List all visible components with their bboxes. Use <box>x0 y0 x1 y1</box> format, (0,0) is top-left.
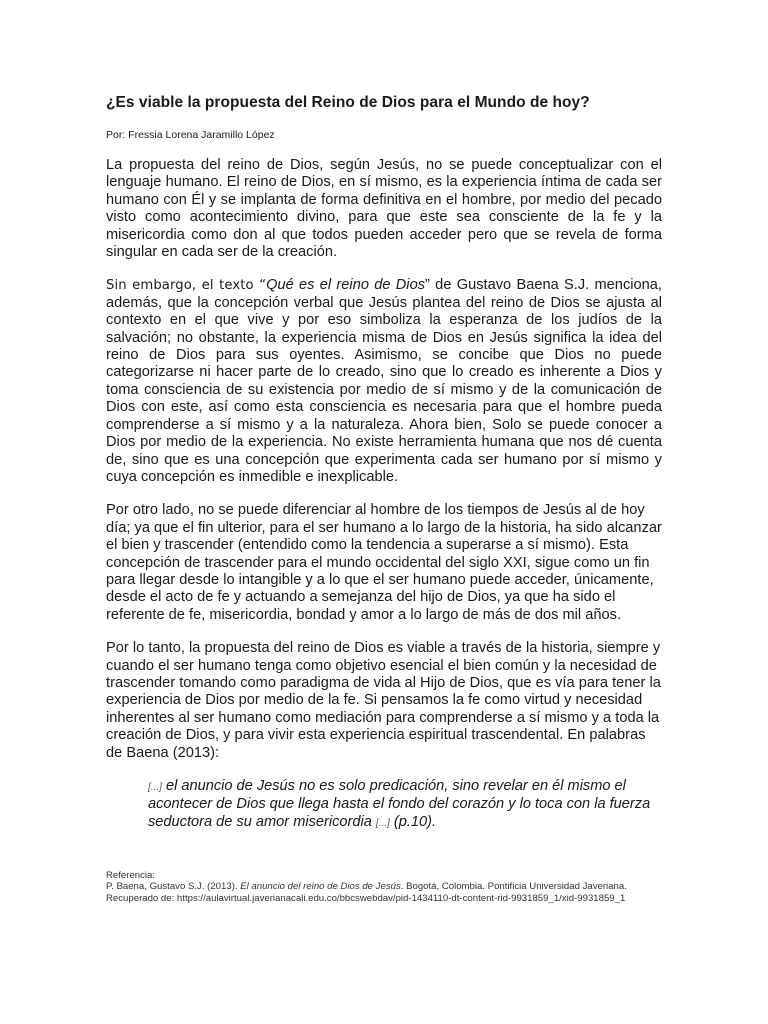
quote-page: (p.10). <box>389 813 437 830</box>
document-title: ¿Es viable la propuesta del Reino de Dios para el Mundo de hoy? <box>106 94 590 111</box>
reference-book-title: El anuncio del reino de Dios de Jesús <box>240 881 401 893</box>
cited-book-title: Qué es el reino de Dios <box>266 277 426 294</box>
block-quote <box>148 778 662 832</box>
references <box>106 870 662 904</box>
quote-close-mark: ” <box>425 277 430 294</box>
quote-ellipsis-open: [...] <box>148 782 162 793</box>
reference-url[interactable]: Recuperado de: https://aulavirtual.javerianacali.edu.co/bbcswebdav/pid-1434110-dt-content-rid-9931859_1/xid-9931859_1 <box>106 892 626 904</box>
paragraph-2 <box>106 277 662 486</box>
paragraph-2-body: de Gustavo Baena S.J. menciona, además, que la concepción verbal que Jesús plantea del reino de Dios se ajusta al contexto en el que vive y por eso simboliza la esperanza de los judíos de la salvación; no obstante, la experiencia misma de Dios en Jesús significa la idea del reino de Dios para sus oyentes. Asimismo, se concibe que Dios no puede categorizarse ni hacer parte de lo creado, sino que lo creado es inherente a Dios y toma consciencia de su existencia por medio de sí mismo y de la comunicación de Dios con este, así como esta consciencia es necesaria para que el hombre pueda comprenderse a sí mismo y a la naturaleza. Ahora bien, Solo se puede conocer a Dios por medio de la experiencia. No existe herramienta humana que nos dé cuenta de, sino que es una concepción que experimenta cada ser humano por sí mismo y cuya concepción es inmedible e inexplicable. <box>106 277 663 485</box>
reference-entry <box>106 881 662 892</box>
paragraph-4: Por lo tanto, la propuesta del reino de Dios es viable a través de la historia, siempre y cuando el ser humano tenga como objetivo esencial el bien común y la necesidad de trascender tomando como paradigma de vida al Hijo de Dios, que es vía para tener la experiencia de Dios por medio de la fe. Si pensamos la fe como virtud y necesidad inherentes al ser humano como mediación para comprenderse a sí mismo y a toda la creación de Dios, y para vivir esta experiencia espiritual trascendental. En palabras de Baena (2013): <box>106 640 661 761</box>
quote-text: el anuncio de Jesús no es solo predicación, sino revelar en él mismo el acontecer de Dios que llega hasta el fondo del corazón y lo toca con la fuerza seductora de su amor misericordia <box>148 778 651 830</box>
reference-heading: Referencia: <box>106 870 156 882</box>
reference-publisher: . Bogotá, Colombia. Pontificia Universidad Javeriana. <box>400 881 627 893</box>
paragraph-3: Por otro lado, no se puede diferenciar al hombre de los tiempos de Jesús al de hoy día; ya que el fin ulterior, para el ser humano a lo largo de la historia, ha sido alcanzar el bien y trascender (entendido como la tendencia a superarse a sí mismo). Esta concepción de trascender para el mundo occidental del siglo XXI, sigue como un fin para llegar desde lo intangible y a lo que el ser humano puede acceder, únicamente, desde el acto de fe y actuando a semejanza del hijo de Dios, ya que ha sido el referente de fe, misericordia, bondad y amor a lo largo de más de dos mil años. <box>106 502 662 623</box>
author-byline: Por: Fressia Lorena Jaramillo López <box>106 129 275 141</box>
paragraph-1: La propuesta del reino de Dios, según Jesús, no se puede conceptualizar con el lenguaje humano. El reino de Dios, en sí mismo, es la experiencia íntima de cada ser humano con Él y se implanta de forma definitiva en el hombre, por medio del pecado visto como acontecimiento divino, para que este sea consciente de la fe y la misericordia como don al que todos pueden acceder pero que se revela de forma singular en cada ser de la creación. <box>106 157 662 261</box>
paragraph-2-lead: Sin embargo, el texto “ <box>106 278 267 294</box>
quote-ellipsis-close: [...] <box>375 817 390 829</box>
reference-author: P. Baena, Gustavo S.J. (2013). <box>106 881 241 893</box>
